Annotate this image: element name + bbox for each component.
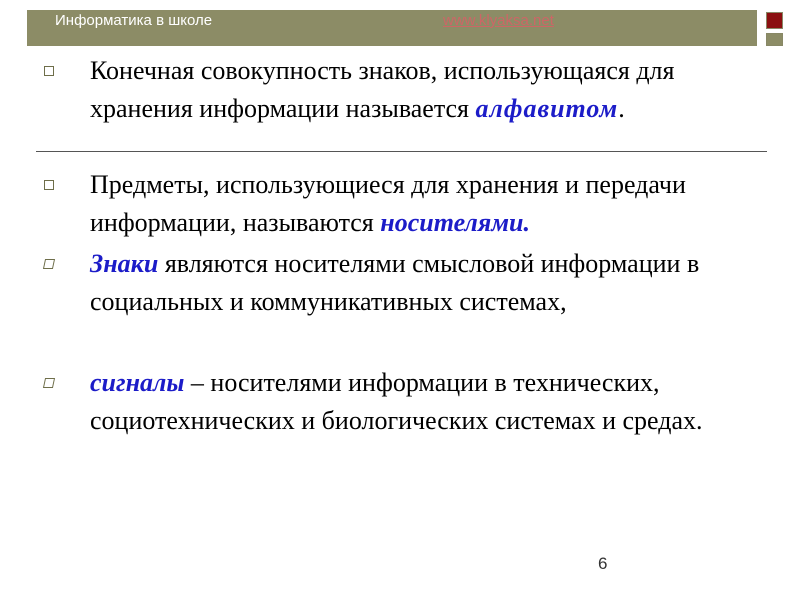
bullet-text-start: Конечная совокупность знаков, использующаяся для хранения информации называется	[90, 56, 675, 123]
bullet-text	[90, 245, 770, 321]
header-title: Информатика в школе	[55, 12, 213, 29]
square-bullet-icon	[43, 259, 55, 269]
bullet-text	[90, 52, 770, 128]
divider-line	[36, 151, 767, 152]
square-bullet-icon	[44, 66, 54, 76]
square-bullet-icon	[44, 180, 54, 190]
term-signals: сигналы	[90, 368, 185, 397]
term-alphabet: алфавитом	[475, 94, 619, 123]
corner-square-dark	[766, 12, 783, 29]
bullet-text-start: Предметы, использующиеся для хранения и передачи информации, называются	[90, 170, 686, 237]
bullet-text	[90, 364, 770, 440]
bullet-text-end: являются носителями смысловой информации в социальных и коммуникативных системах,	[90, 249, 700, 316]
site-link[interactable]: www.klyaksa.net	[443, 12, 554, 29]
square-bullet-icon	[43, 378, 55, 388]
term-signs: Знаки	[90, 249, 159, 278]
page-number: 6	[598, 554, 608, 573]
bullet-text	[90, 166, 770, 242]
bullet-text-end: – носителями информации в технических, социотехнических и биологических системах и средах.	[90, 368, 703, 435]
corner-square-light	[766, 33, 783, 46]
term-carriers: носителями.	[380, 208, 530, 237]
bullet-text-end: .	[618, 94, 625, 123]
